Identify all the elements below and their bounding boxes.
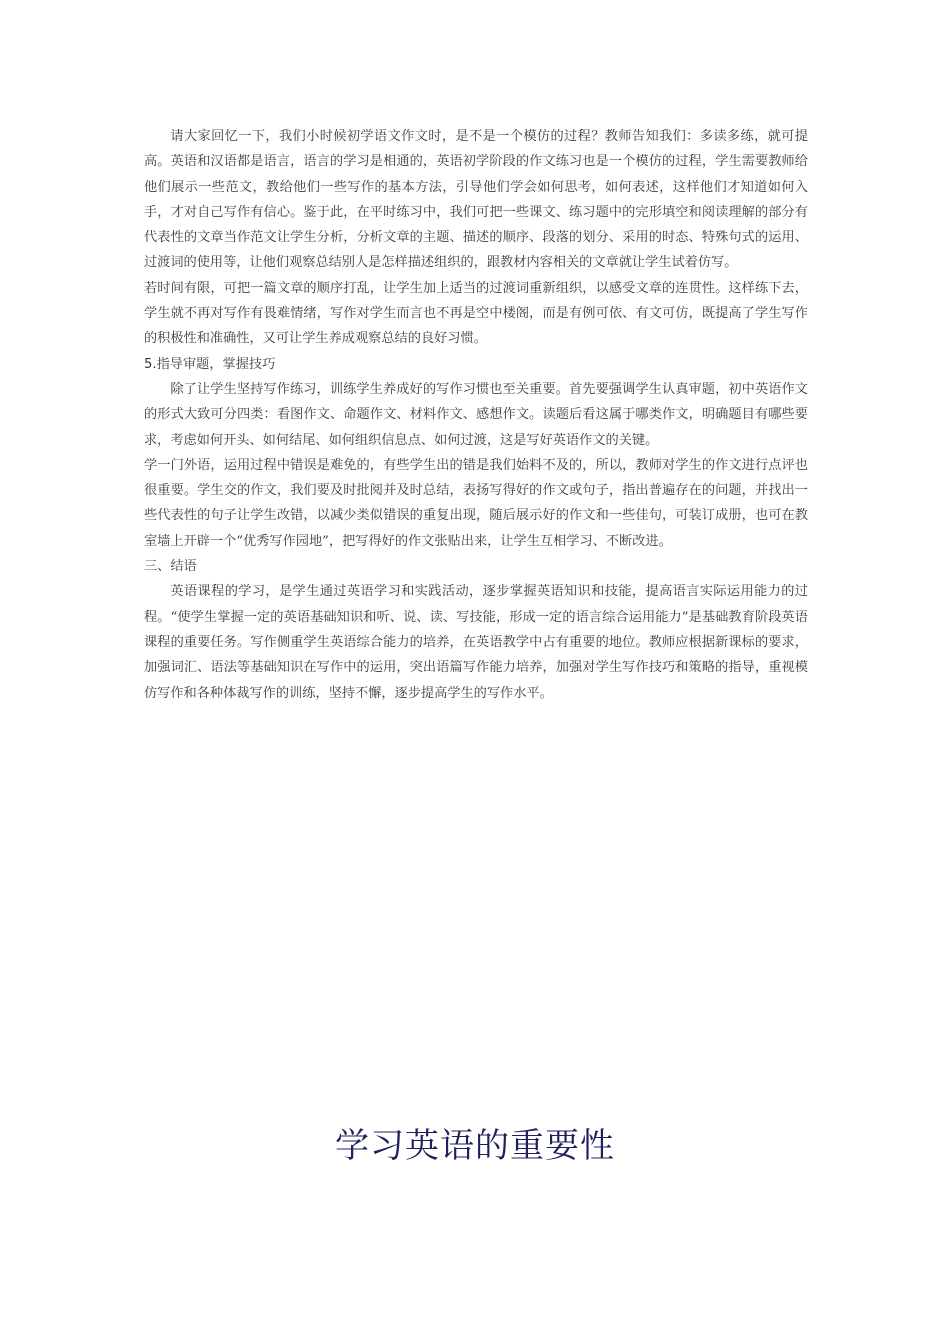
section-heading-conclusion: 三、结语 <box>144 559 197 575</box>
section-heading-5: 5.指导审题，掌握技巧 <box>144 356 276 372</box>
paragraph-correction: 学一门外语，运用过程中错误是难免的，有些学生出的错是我们始料不及的，所以，教师对学生的作文进行点评也很重要。学生交的作文，我们要及时批阅并及时总结，表扬写得好的作文或句子，指出普遍存在的问题，并找出一些代表性的句子让学生改错，以减少类似错误的重复出现，随后展示好的作文和一些佳句，可装订成册，也可在教室墙上开辟一个“优秀写作园地”，把写得好的作文张贴出来，让学生互相学习、不断改进。 <box>144 457 808 549</box>
paragraph-topic-review: 除了让学生坚持写作练习，训练学生养成好的写作习惯也至关重要。首先要强调学生认真审题，初中英语作文的形式大致可分四类：看图作文、命题作文、材料作文、感想作文。读题后看这属于哪类作文，明确题目有哪些要求，考虑如何开头、如何结尾、如何组织信息点、如何过渡，这是写好英语作文的关键。 <box>144 381 808 448</box>
paragraph-reorder: 若时间有限，可把一篇文章的顺序打乱，让学生加上适当的过渡词重新组织，以感受文章的连贯性。这样练下去，学生就不再对写作有畏难情绪，写作对学生而言也不再是空中楼阁，而是有例可依、有文可仿，既提高了学生写作的积极性和准确性，又可让学生养成观察总结的良好习惯。 <box>144 280 808 347</box>
page-title: 学习英语的重要性 <box>335 1126 615 1166</box>
body-text <box>144 124 808 706</box>
paragraph-conclusion: 英语课程的学习，是学生通过英语学习和实践活动，逐步掌握英语知识和技能，提高语言实际运用能力的过程。“使学生掌握一定的英语基础知识和听、说、读、写技能，形成一定的语言综合运用能力”是基础教育阶段英语课程的重要任务。写作侧重学生英语综合能力的培养，在英语教学中占有重要的地位。教师应根据新课标的要求，加强词汇、语法等基础知识在写作中的运用，突出语篇写作能力培养，加强对学生写作技巧和策略的指导，重视模仿写作和各种体裁写作的训练，坚持不懈，逐步提高学生的写作水平。 <box>144 584 808 701</box>
paragraph-imitation: 请大家回忆一下，我们小时候初学语文作文时，是不是一个模仿的过程？教师告知我们：多读多练，就可提高。英语和汉语都是语言，语言的学习是相通的，英语初学阶段的作文练习也是一个模仿的过程，学生需要教师给他们展示一些范文，教给他们一些写作的基本方法，引导他们学会如何思考，如何表述，这样他们才知道如何入手，才对自己写作有信心。鉴于此，在平时练习中，我们可把一些课文、练习题中的完形填空和阅读理解的部分有代表性的文章当作范文让学生分析，分析文章的主题、描述的顺序、段落的划分、采用的时态、特殊句式的运用、过渡词的使用等，让他们观察总结别人是怎样描述组织的，跟教材内容相关的文章就让学生试着仿写。 <box>144 129 808 271</box>
